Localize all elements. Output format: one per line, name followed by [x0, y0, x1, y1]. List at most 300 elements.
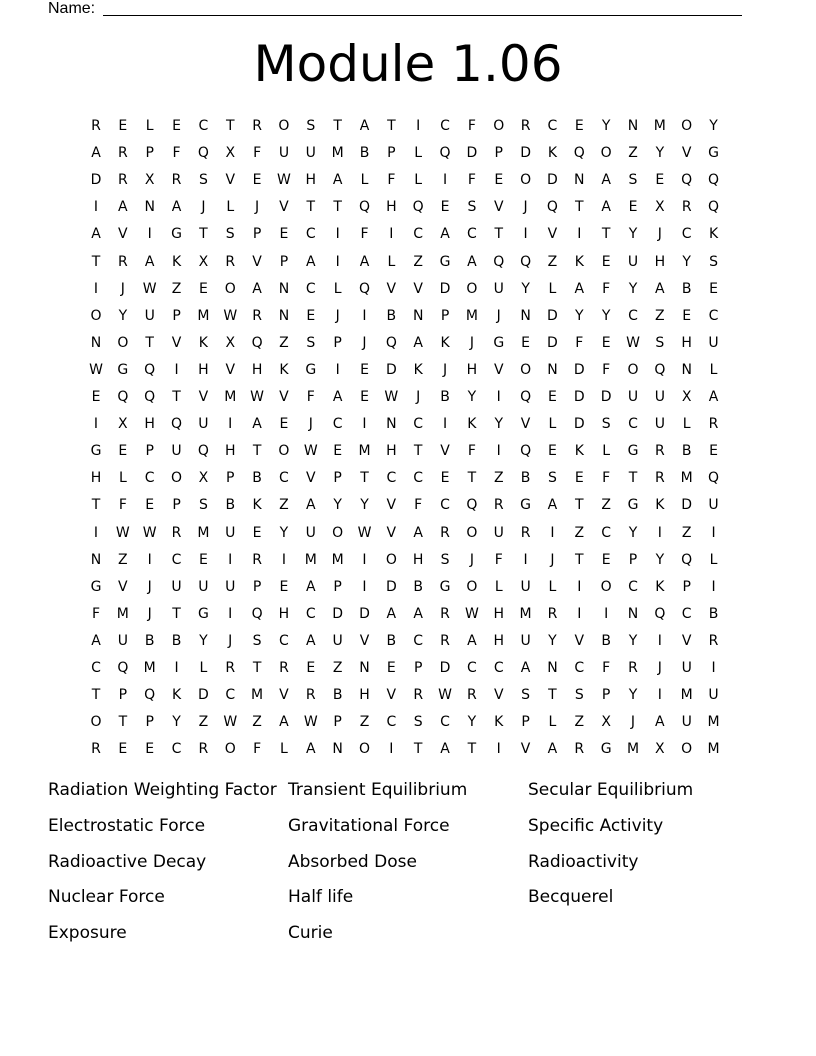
word-list-item: Absorbed Dose — [288, 851, 417, 872]
grid-letter: S — [413, 714, 423, 731]
grid-letter: C — [440, 497, 450, 514]
grid-letter: H — [305, 172, 317, 189]
grid-letter: P — [440, 307, 450, 324]
grid-letter: P — [226, 470, 235, 487]
grid-letter: K — [440, 334, 450, 351]
grid-letter: N — [278, 307, 290, 324]
grid-letter: A — [91, 145, 101, 162]
grid-letter: E — [574, 118, 584, 134]
word-list-item: Nuclear Force — [48, 887, 165, 908]
grid-letter: I — [657, 524, 662, 541]
grid-letter: D — [439, 660, 451, 676]
grid-letter: Z — [279, 334, 289, 351]
grid-letter: V — [386, 497, 397, 514]
grid-letter: H — [386, 443, 397, 460]
grid-letter: V — [171, 334, 182, 351]
grid-letter: M — [116, 605, 129, 622]
grid-letter: X — [655, 741, 665, 758]
grid-letter: P — [172, 307, 181, 324]
grid-letter: I — [604, 605, 609, 622]
grid-letter: Y — [709, 118, 718, 134]
grid-letter: C — [681, 226, 692, 243]
grid-letter: J — [147, 605, 152, 622]
grid-letter: D — [520, 145, 531, 162]
grid-letter: F — [467, 118, 476, 134]
grid-letter: F — [253, 741, 262, 758]
grid-letter: G — [708, 145, 719, 162]
grid-letter: I — [416, 118, 421, 134]
grid-letter: F — [118, 497, 127, 514]
page-title: Module 1.06 — [253, 35, 563, 93]
grid-letter: V — [386, 687, 397, 704]
grid-letter: M — [331, 145, 344, 162]
grid-letter: U — [305, 145, 316, 162]
grid-letter: I — [523, 551, 528, 568]
grid-letter: P — [333, 714, 342, 731]
grid-letter: X — [601, 714, 611, 731]
grid-letter: T — [252, 443, 262, 460]
grid-letter: I — [577, 226, 582, 243]
grid-letter: Y — [199, 632, 208, 649]
grid-letter: K — [655, 497, 665, 514]
grid-letter: R — [681, 199, 692, 216]
grid-letter: L — [602, 443, 611, 460]
grid-letter: E — [118, 741, 128, 758]
grid-letter: J — [496, 307, 501, 324]
grid-letter: C — [171, 741, 182, 758]
grid-letter: D — [332, 605, 344, 622]
grid-letter: L — [548, 416, 557, 433]
grid-letter: Q — [144, 361, 156, 378]
word-list-item: Radiation Weighting Factor — [48, 780, 277, 800]
grid-letter: C — [225, 687, 236, 704]
grid-letter: A — [386, 605, 397, 622]
grid-letter: G — [439, 578, 451, 595]
grid-letter: C — [279, 632, 289, 649]
grid-letter: I — [335, 253, 340, 270]
grid-letter: I — [93, 280, 99, 297]
word-list-item: Specific Activity — [528, 815, 664, 836]
grid-letter: O — [520, 361, 532, 378]
grid-letter: Y — [575, 307, 584, 324]
grid-letter: F — [467, 443, 476, 460]
grid-letter: H — [359, 687, 370, 704]
grid-letter: S — [521, 687, 531, 704]
grid-letter: Q — [197, 145, 209, 162]
grid-letter: L — [226, 199, 235, 216]
grid-letter: T — [118, 714, 128, 731]
grid-letter: L — [145, 118, 154, 134]
grid-letter: L — [548, 714, 557, 731]
word-list-item: Curie — [288, 923, 333, 944]
grid-letter: Q — [197, 443, 209, 460]
grid-letter: O — [332, 524, 344, 541]
grid-letter: K — [279, 361, 289, 378]
grid-letter: J — [657, 226, 662, 243]
grid-letter: V — [574, 632, 585, 649]
grid-letter: P — [172, 497, 181, 514]
grid-letter: R — [493, 497, 504, 514]
grid-letter: F — [360, 226, 369, 243]
grid-letter: B — [144, 632, 155, 649]
grid-letter: U — [493, 524, 504, 541]
grid-letter: G — [90, 443, 102, 460]
grid-letter: N — [144, 199, 155, 216]
grid-letter: U — [708, 687, 719, 704]
grid-letter: M — [304, 551, 317, 568]
grid-letter: B — [681, 280, 692, 297]
grid-letter: B — [413, 578, 423, 595]
grid-letter: R — [305, 687, 316, 704]
grid-letter: P — [387, 145, 396, 162]
grid-letter: E — [91, 389, 101, 405]
grid-letter: V — [386, 280, 397, 297]
grid-letter: G — [305, 361, 317, 378]
grid-letter: E — [279, 578, 289, 595]
grid-letter: Q — [117, 660, 129, 676]
grid-letter: L — [387, 253, 396, 270]
grid-letter: O — [520, 172, 532, 189]
grid-letter: G — [117, 361, 129, 378]
grid-letter: U — [278, 145, 290, 162]
grid-letter: X — [225, 145, 236, 162]
grid-letter: E — [709, 280, 718, 297]
grid-letter: R — [547, 605, 558, 622]
grid-letter: T — [413, 741, 423, 758]
grid-letter: I — [174, 361, 179, 378]
grid-letter: S — [655, 334, 665, 351]
grid-letter: A — [655, 714, 665, 731]
grid-letter: N — [332, 741, 343, 758]
grid-letter: O — [278, 443, 290, 460]
grid-letter: Q — [251, 334, 263, 351]
grid-letter: K — [171, 687, 182, 704]
grid-letter: Q — [708, 199, 720, 216]
grid-letter: U — [681, 714, 692, 731]
grid-letter: O — [385, 551, 397, 568]
grid-letter: V — [118, 226, 128, 243]
grid-letter: Y — [118, 307, 128, 324]
grid-letter: R — [91, 118, 101, 134]
grid-letter: H — [681, 334, 692, 351]
grid-letter: E — [440, 199, 450, 216]
grid-letter: E — [601, 551, 611, 568]
grid-letter: C — [413, 416, 424, 433]
grid-letter: C — [493, 660, 504, 676]
grid-letter: G — [90, 578, 102, 595]
grid-letter: N — [627, 118, 639, 134]
grid-letter: X — [681, 389, 692, 405]
grid-letter: I — [657, 687, 662, 704]
name-field — [48, 0, 742, 18]
grid-letter: R — [252, 551, 262, 568]
grid-letter: O — [224, 280, 236, 297]
grid-letter: S — [601, 416, 611, 433]
grid-letter: W — [303, 714, 318, 731]
grid-letter: W — [223, 714, 238, 731]
grid-letter: G — [600, 741, 612, 758]
grid-letter: W — [142, 280, 157, 297]
grid-letter: Q — [681, 551, 693, 568]
grid-letter: F — [387, 172, 396, 189]
grid-letter: U — [627, 389, 639, 405]
grid-letter: Q — [546, 199, 558, 216]
grid-letter: J — [416, 389, 421, 405]
grid-letter: A — [306, 497, 316, 514]
grid-letter: U — [198, 578, 209, 595]
word-list-item: Radioactivity — [528, 851, 639, 872]
grid-letter: T — [252, 660, 262, 676]
grid-letter: S — [306, 334, 316, 351]
grid-letter: R — [252, 118, 262, 134]
grid-letter: R — [628, 660, 638, 676]
grid-letter: U — [225, 524, 236, 541]
grid-letter: J — [147, 578, 152, 595]
grid-letter: I — [93, 416, 99, 433]
grid-letter: D — [466, 145, 478, 162]
grid-letter: A — [91, 632, 101, 649]
grid-letter: S — [252, 632, 262, 649]
grid-letter: L — [360, 172, 369, 189]
grid-letter: C — [305, 280, 316, 297]
grid-letter: A — [306, 253, 316, 270]
grid-letter: H — [412, 551, 424, 568]
grid-letter: Y — [279, 524, 289, 541]
word-list-item: Gravitational Force — [288, 815, 450, 836]
grid-letter: I — [577, 605, 582, 622]
grid-letter: S — [628, 172, 638, 189]
grid-letter: Y — [655, 145, 665, 162]
grid-letter: V — [413, 280, 423, 297]
grid-letter: I — [523, 226, 528, 243]
grid-letter: U — [520, 632, 531, 649]
grid-letter: P — [279, 253, 289, 270]
grid-letter: R — [117, 253, 128, 270]
grid-letter: C — [91, 660, 101, 676]
grid-letter: T — [494, 226, 504, 243]
grid-letter: B — [601, 632, 611, 649]
grid-letter: M — [251, 687, 264, 704]
grid-letter: I — [281, 551, 286, 568]
grid-letter: Q — [144, 687, 156, 704]
grid-letter: M — [680, 687, 693, 704]
grid-letter: B — [225, 497, 236, 514]
word-list-item: Exposure — [48, 923, 127, 944]
grid-letter: Y — [467, 389, 477, 405]
grid-letter: E — [252, 524, 262, 541]
grid-letter: I — [228, 551, 233, 568]
grid-letter: F — [602, 361, 611, 378]
grid-letter: B — [252, 470, 262, 487]
grid-letter: H — [224, 443, 236, 460]
grid-letter: F — [467, 172, 476, 189]
grid-letter: P — [521, 714, 530, 731]
grid-letter: U — [520, 578, 531, 595]
grid-letter: Y — [628, 687, 638, 704]
grid-letter: Z — [628, 145, 638, 162]
grid-letter: U — [681, 660, 692, 676]
grid-letter: S — [198, 172, 208, 189]
grid-letter: I — [335, 361, 340, 378]
grid-letter: D — [385, 578, 397, 595]
grid-letter: I — [362, 551, 367, 568]
grid-letter: V — [493, 199, 504, 216]
grid-letter: J — [442, 361, 448, 378]
grid-letter: N — [359, 660, 370, 676]
grid-letter: J — [255, 199, 260, 216]
grid-letter: R — [117, 145, 128, 162]
grid-letter: G — [627, 443, 639, 460]
grid-letter: R — [520, 524, 531, 541]
grid-letter: C — [386, 714, 397, 731]
grid-letter: Y — [521, 280, 530, 297]
grid-letter: M — [224, 389, 237, 405]
grid-letter: B — [386, 632, 397, 649]
grid-letter: L — [682, 416, 691, 433]
grid-letter: R — [225, 253, 236, 270]
name-label: Name: — [48, 0, 96, 17]
grid-letter: R — [440, 632, 450, 649]
grid-letter: V — [440, 443, 450, 460]
grid-letter: E — [360, 361, 369, 378]
grid-letter: I — [93, 524, 99, 541]
grid-letter: A — [91, 226, 101, 243]
grid-letter: I — [362, 416, 367, 433]
grid-letter: A — [118, 199, 128, 216]
grid-letter: I — [577, 578, 582, 595]
grid-letter: E — [601, 253, 611, 270]
grid-letter: Y — [494, 416, 504, 433]
grid-letter: W — [89, 361, 103, 378]
grid-letter: Q — [439, 145, 451, 162]
grid-letter: I — [362, 307, 367, 324]
grid-letter: A — [252, 280, 262, 297]
grid-letter: O — [466, 578, 478, 595]
grid-letter: L — [494, 578, 503, 595]
grid-letter: E — [548, 389, 557, 405]
grid-letter: A — [655, 280, 665, 297]
grid-letter: Q — [681, 172, 693, 189]
grid-letter: A — [467, 253, 477, 270]
grid-letter: S — [709, 253, 718, 270]
grid-letter: S — [467, 199, 477, 216]
grid-letter: A — [279, 714, 289, 731]
grid-letter: H — [198, 361, 209, 378]
grid-letter: P — [333, 470, 342, 487]
grid-letter: W — [142, 524, 157, 541]
grid-letter: B — [520, 470, 531, 487]
grid-letter: A — [144, 253, 155, 270]
word-list-item: Electrostatic Force — [48, 815, 206, 836]
grid-letter: R — [413, 687, 424, 704]
grid-letter: X — [198, 253, 209, 270]
grid-letter: V — [252, 253, 262, 270]
grid-letter: A — [547, 741, 558, 758]
grid-letter: V — [279, 389, 289, 405]
grid-letter: B — [708, 605, 719, 622]
grid-letter: V — [493, 687, 504, 704]
grid-letter: N — [547, 361, 558, 378]
grid-letter: A — [601, 199, 611, 216]
grid-letter: W — [438, 687, 452, 704]
grid-letter: Z — [359, 714, 370, 731]
word-list-item: Half life — [288, 887, 354, 908]
grid-letter: Q — [708, 470, 720, 487]
grid-letter: E — [386, 660, 396, 676]
grid-letter: E — [279, 416, 289, 433]
grid-letter: A — [332, 172, 343, 189]
grid-letter: C — [628, 416, 638, 433]
grid-letter: E — [145, 741, 155, 758]
grid-letter: K — [574, 443, 584, 460]
grid-letter: O — [90, 714, 102, 731]
grid-letter: P — [333, 334, 342, 351]
grid-letter: A — [306, 578, 316, 595]
grid-letter: U — [144, 307, 155, 324]
grid-letter: I — [442, 172, 448, 189]
letter-grid — [84, 113, 732, 761]
grid-letter: O — [224, 741, 236, 758]
grid-letter: K — [708, 226, 719, 243]
grid-letter: Q — [251, 605, 263, 622]
grid-letter: F — [414, 497, 423, 514]
grid-letter: D — [90, 172, 102, 189]
grid-letter: K — [547, 145, 558, 162]
grid-letter: A — [708, 389, 719, 405]
grid-letter: J — [469, 334, 474, 351]
grid-letter: O — [278, 118, 290, 134]
grid-letter: F — [602, 660, 611, 676]
grid-letter: C — [413, 470, 424, 487]
grid-letter: T — [172, 605, 181, 622]
grid-letter: P — [682, 578, 691, 595]
grid-letter: I — [335, 226, 340, 243]
grid-letter: C — [467, 226, 477, 243]
grid-letter: R — [171, 172, 182, 189]
grid-letter: U — [332, 632, 343, 649]
grid-letter: O — [600, 578, 612, 595]
grid-letter: A — [413, 524, 423, 541]
grid-letter: T — [306, 199, 316, 216]
grid-letter: O — [627, 361, 639, 378]
grid-letter: R — [279, 660, 289, 676]
grid-letter: E — [306, 307, 316, 324]
grid-letter: A — [413, 605, 423, 622]
grid-letter: T — [333, 118, 342, 134]
grid-letter: Z — [493, 470, 504, 487]
grid-letter: G — [439, 253, 451, 270]
grid-letter: Q — [385, 334, 397, 351]
grid-letter: U — [708, 497, 719, 514]
grid-letter: W — [250, 389, 265, 405]
grid-letter: Y — [360, 497, 369, 514]
grid-letter: Y — [628, 226, 638, 243]
grid-letter: C — [305, 226, 316, 243]
grid-letter: P — [145, 443, 154, 460]
grid-letter: T — [628, 470, 638, 487]
grid-letter: X — [118, 416, 128, 433]
grid-letter: T — [91, 687, 101, 704]
grid-letter: V — [681, 145, 692, 162]
name-underline — [103, 15, 742, 16]
grid-letter: A — [359, 118, 370, 134]
grid-letter: B — [681, 443, 692, 460]
grid-letter: Q — [654, 605, 666, 622]
grid-letter: Q — [144, 389, 156, 405]
grid-letter: T — [199, 226, 208, 243]
grid-letter: T — [467, 741, 477, 758]
grid-letter: C — [332, 416, 343, 433]
